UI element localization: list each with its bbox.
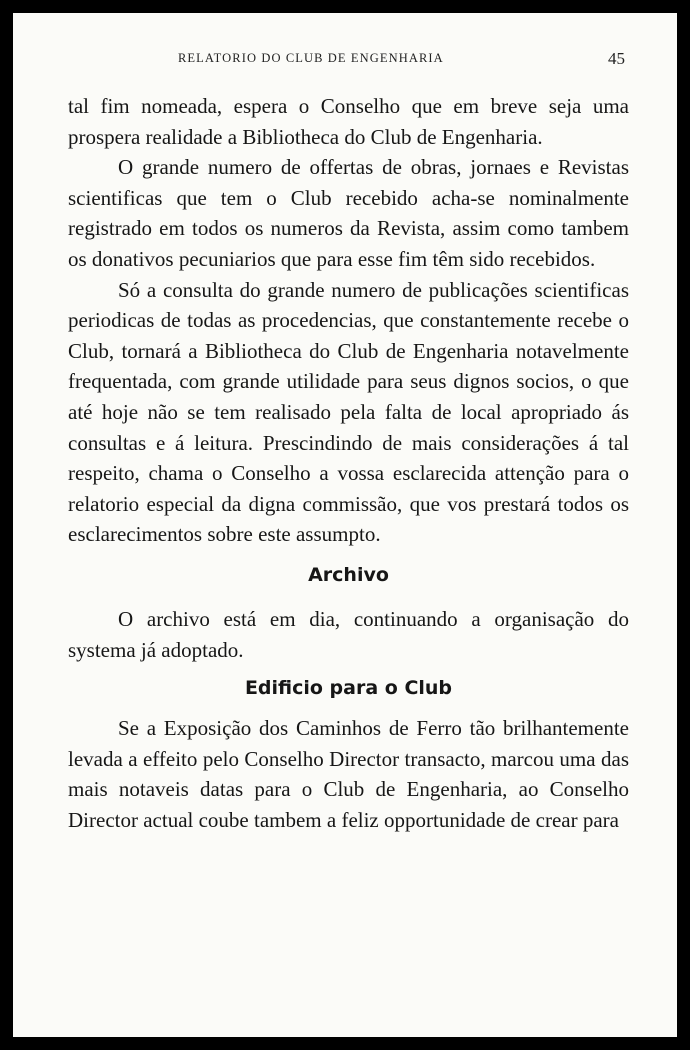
body-text — [68, 91, 629, 835]
paragraph-continuation: tal fim nomeada, espera o Conselho que em breve seja uma prospera realidade a Bibliotheca do Club de Engenharia. — [68, 94, 629, 149]
section-heading-archivo: Archivo — [308, 563, 389, 586]
page-number: 45 — [608, 49, 625, 68]
section-heading-edificio: Edificio para o Club — [244, 677, 453, 700]
paragraph-archive: O archivo está em dia, continuando a organisação do systema já adoptado. — [68, 606, 629, 662]
paragraph-building: Se a Exposição dos Caminhos de Ferro tão brilhantemente levada a effeito pelo Conselho Director transacto, marcou uma das mais notaveis datas para o Club de Engenharia, ao Conselho Director actual coube tambem a feliz opportunidade de crear para — [68, 716, 629, 832]
document-page — [13, 13, 677, 1037]
paragraph-offers: O grande numero de offertas de obras, jornaes e Revistas scientificas que tem o Club recebido acha-se nominalmente registrado em todos os numeros da Revista, assim como tambem os donativos pecuniarios que para esse fim têm sido recebidos. — [68, 155, 629, 271]
running-head-title: RELATORIO DO CLUB DE ENGENHARIA — [178, 51, 444, 65]
paragraph-consultation: Só a consulta do grande numero de publicações scientificas periodicas de todas as procedencias, que constantemente recebe o Club, tornará a Bibliotheca do Club de Engenharia notavelmente frequentada, com grande utilidade para seus dignos socios, o que até hoje não se tem realisado pela falta de local apropriado ás consultas e á leitura. Prescindindo de mais considerações á tal respeito, chama o Conselho a vossa esclarecida attenção para o relatorio especial da digna commissão, que vos prestará todos os esclarecimentos sobre este assumpto. — [68, 277, 629, 547]
